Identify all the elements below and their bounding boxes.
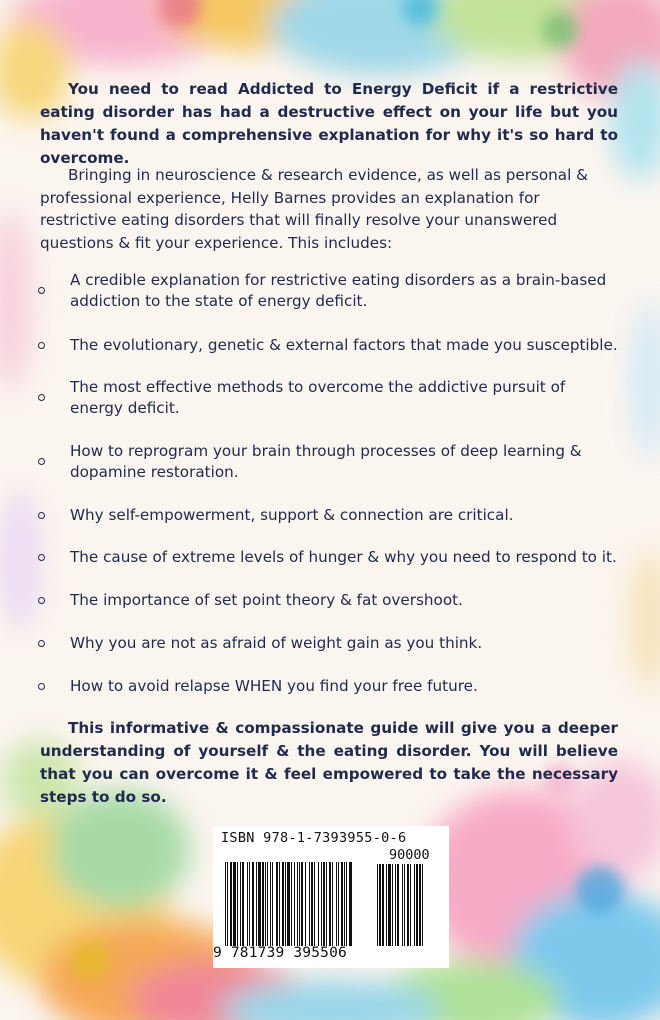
bullet-icon [38, 342, 45, 349]
bullet-icon [38, 640, 45, 647]
description-paragraph: Bringing in neuroscience & research evidence, as well as personal & professional experience, Helly Barnes provides an explanation for restrictive eating disorders that will finally resolve your unanswered questions & fit your experience. This includes: [40, 166, 589, 252]
bullet-icon [38, 394, 45, 401]
bullet-icon [38, 458, 45, 465]
isbn-label: ISBN 978-1-7393955-0-6 [221, 830, 407, 846]
barcode-addon-bars [377, 864, 441, 946]
intro-paragraph: You need to read Addicted to Energy Deficit if a restrictive eating disorder has had a destructive effect on your life but you haven't found a comprehensive explanation for why it's so hard to overcome. [40, 80, 618, 167]
bullet-icon [38, 512, 45, 519]
ean-number: 9 781739 395506 [213, 945, 347, 961]
isbn-barcode [213, 826, 449, 968]
bullet-icon [38, 554, 45, 561]
bullet-icon [38, 597, 45, 604]
back-cover: You need to read Addicted to Energy Deficit if a restrictive eating disorder has had a destructive effect on your life but you haven't found a comprehensive explanation for why it's so hard to overcome. Bringing in neuroscience & research evidence, as well as personal & professional experience, Helly Barnes provides an explanation for restrictive eating disorders that will finally resolve your unanswered questions & fit your experience. This includes: A credible explanation for restrictive eating disorders as a brain-based addiction to the state of energy deficit. The evolutionary, genetic & external factors that made you susceptible. The most effective methods to overcome the addictive pursuit of energy deficit. How to reprogram your brain through processes of deep learning & dopamine restoration. Why self-empowerment, support & connection are critical. The cause of extreme levels of hunger & why you need to respond to it. The importance of set point theory & fat overshoot. Why you are not as afraid of weight gain as you think. How to avoid relapse WHEN you find your free future. This informative & compassionate guide will give you a deeper understanding of yourself & the eating disorder. You will believe that you can overcome it & feel empowered to take the necessary steps to do so. ISBN 978-1-7393955-0-6 90000 9 781739 395506 [0, 0, 660, 1020]
bullet-icon [38, 287, 45, 294]
price-code: 90000 [389, 847, 430, 863]
bullet-icon [38, 683, 45, 690]
closing-paragraph: This informative & compassionate guide will give you a deeper understanding of yourself & the eating disorder. You will believe that you can overcome it & feel empowered to take the necessary steps to do so. [40, 719, 618, 806]
barcode-bars [225, 862, 365, 946]
